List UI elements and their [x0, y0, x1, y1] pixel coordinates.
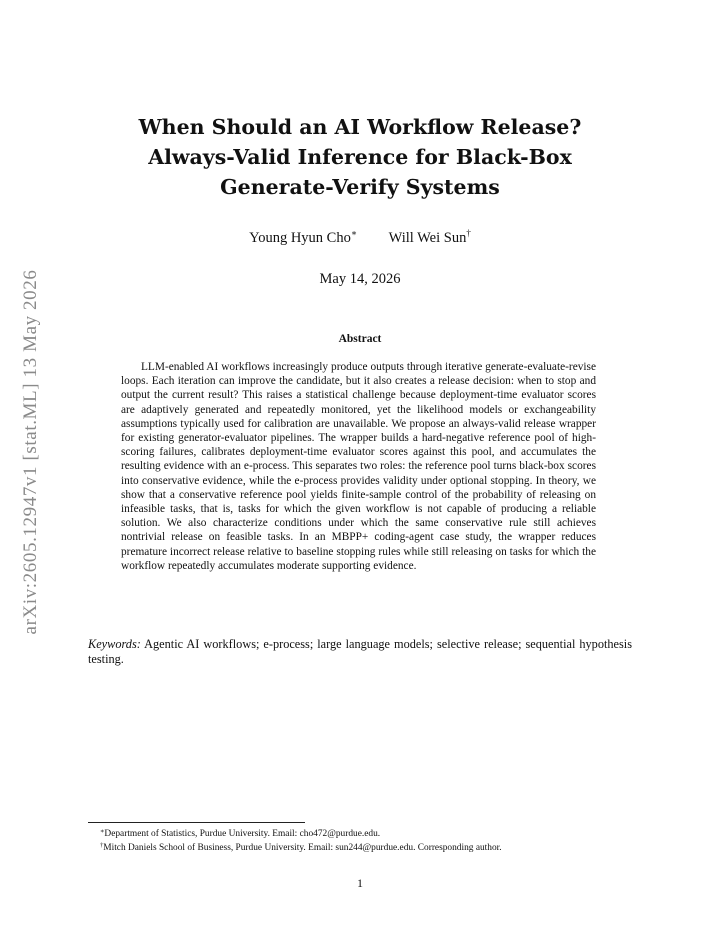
footnote-2-mark: † [100, 842, 104, 850]
author-1 [249, 230, 357, 246]
footnote-1-text: Department of Statistics, Purdue University. Email: cho472@purdue.edu. [104, 829, 381, 839]
abstract-body: LLM-enabled AI workflows increasingly produce outputs through iterative generate-evaluate-revise loops. Each iteration can improve the candidate, but it also creates a release decision: when to stop and output the current result? This raises a statistical challenge because deployment-time evaluator scores are adaptively generated and repeatedly monitored, yet the likelihood models or exchangeability assumptions typically used for calibration are unavailable. We propose an always-valid release wrapper for existing generator-evaluator pipelines. The wrapper builds a hard-negative reference pool of high-scoring failures, calibrates deployment-time evaluator scores against this pool, and accumulates the resulting evidence with an e-process. This separates two roles: the reference pool turns black-box scores into conservative evidence, while the e-process provides validity under optional stopping. In theory, we show that a conservative reference pool yields finite-sample control of the probability of releasing on infeasible tasks, that is, tasks for which the given workflow is not capable of producing a reliable solution. We also characterize conditions under which the same conservative rule still achieves nontrivial release on feasible tasks. In an MBPP+ coding-agent case study, the wrapper reduces premature incorrect release relative to baseline stopping rules while still releasing on tasks for which the workflow repeatedly accumulates moderate supporting evidence. [121, 361, 596, 572]
footnote-1-mark: ∗ [100, 828, 105, 835]
arxiv-identifier-stamp: arXiv:2605.12947v1 [stat.ML] 13 May 2026 [20, 269, 41, 635]
paper-title [90, 112, 630, 202]
footnote-1 [100, 826, 660, 840]
footnotes [100, 826, 660, 855]
page-number: 1 [357, 876, 363, 890]
author-2-footnote-mark[interactable]: † [466, 228, 471, 238]
author-2-name: Will Wei Sun [388, 230, 467, 246]
footnote-divider [88, 822, 305, 823]
keywords [88, 637, 632, 668]
title-line-2: Always-Valid Inference for Black-Box [148, 145, 572, 169]
title-line-1: When Should an AI Workflow Release? [138, 115, 582, 139]
title-line-3: Generate-Verify Systems [220, 175, 500, 199]
keywords-label: Keywords: [88, 637, 141, 651]
abstract-heading: Abstract [338, 333, 382, 345]
author-1-name: Young Hyun Cho [249, 230, 351, 246]
author-1-footnote-mark[interactable]: ∗ [350, 228, 357, 238]
author-list [90, 228, 630, 247]
publication-date: May 14, 2026 [319, 271, 401, 287]
footnote-2-text: Mitch Daniels School of Business, Purdue University. Email: sun244@purdue.edu. Corresponding author. [103, 843, 502, 854]
keywords-text: Agentic AI workflows; e-process; large language models; selective release; sequential hypothesis testing. [88, 637, 632, 667]
author-2 [389, 230, 471, 246]
footnote-2 [100, 840, 660, 854]
